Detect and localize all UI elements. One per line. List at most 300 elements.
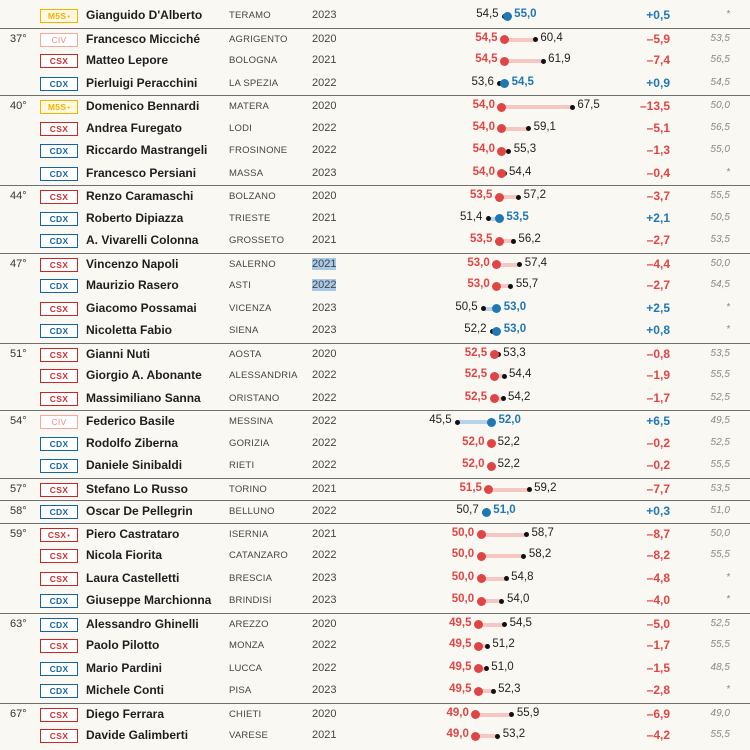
previous-value-label: 52,2 [497, 435, 520, 448]
coalition-label: CSX [49, 709, 69, 720]
city-name: MESSINA [229, 416, 274, 427]
mayor-name: Renzo Caramaschi [86, 189, 194, 203]
current-value-dot [474, 687, 483, 696]
coalition-label: M5S [47, 102, 67, 112]
previous-value-dot [533, 37, 538, 42]
previous-value-label: 59,1 [533, 120, 556, 133]
coalition-badge [40, 708, 78, 722]
current-value-label: 54,0 [472, 120, 495, 133]
election-year: 2021 [312, 482, 337, 495]
coalition-label: CSX [49, 371, 69, 381]
mayor-name: Mario Pardini [86, 660, 163, 675]
table-row [0, 568, 750, 591]
mayor-name: Michele Conti [86, 683, 165, 697]
rank-label: 58° [10, 505, 27, 517]
table-row [0, 140, 750, 163]
city-name: MASSA [229, 167, 264, 179]
previous-value-label: 58,7 [531, 526, 554, 539]
reference-value: 51,0 [710, 505, 730, 516]
current-value-dot [500, 35, 509, 44]
previous-value-label: 55,3 [513, 143, 537, 155]
coalition-badge [40, 483, 78, 497]
coalition-badge [40, 618, 78, 632]
dumbbell-track [481, 533, 526, 537]
rank-label: 47° [10, 257, 27, 270]
rank-label: 67° [10, 707, 27, 720]
city-name: BOLOGNA [229, 55, 278, 66]
dumbbell-track [481, 554, 524, 558]
reference-value: 56,5 [710, 121, 730, 133]
mayor-name: Francesco Persiani [86, 165, 197, 180]
coalition-label: CSX [49, 641, 69, 651]
city-name: CHIETI [229, 708, 262, 720]
difference-value: –7,7 [646, 481, 670, 496]
reference-value: 54,5 [710, 76, 730, 88]
city-name: ORISTANO [229, 392, 280, 404]
city-name: MONZA [229, 640, 265, 651]
election-year: 2020 [312, 100, 337, 112]
reference-value: 52,5 [710, 391, 730, 403]
difference-value: –0,4 [646, 165, 670, 180]
coalition-badge [40, 33, 78, 47]
mayor-name: Maurizio Rasero [86, 278, 179, 292]
election-year: 2023 [312, 594, 337, 606]
current-value-label: 54,5 [475, 31, 498, 44]
coalition-label: CDX [49, 438, 69, 449]
current-value-label: 54,5 [511, 75, 534, 88]
current-value-label: 53,0 [467, 256, 490, 269]
reference-value: 55,5 [710, 190, 730, 201]
reference-value: * [726, 571, 730, 583]
current-value-dot [497, 103, 506, 112]
table-row [0, 433, 750, 456]
coalition-badge [40, 369, 78, 383]
city-name: RIETI [229, 460, 255, 471]
coalition-label: CDX [49, 461, 69, 471]
election-year: 2022 [312, 144, 337, 156]
table-row [0, 275, 750, 298]
difference-value: +0,5 [646, 8, 670, 22]
reference-value: * [726, 684, 730, 695]
election-year: 2022 [312, 391, 337, 404]
table-row [0, 163, 750, 186]
election-year: 2021 [312, 234, 337, 246]
mayor-name: Pierluigi Peracchini [86, 75, 198, 90]
mayor-name: Riccardo Mastrangeli [86, 143, 208, 157]
rank-label: 54° [10, 415, 27, 427]
mayor-name: Nicoletta Fabio [86, 323, 173, 337]
table-row [0, 118, 750, 141]
previous-value-label: 53,3 [503, 346, 526, 359]
dumbbell-track [505, 38, 536, 42]
coalition-badge [40, 258, 78, 272]
election-year: 2021 [312, 527, 337, 540]
current-value-label: 55,0 [514, 8, 537, 20]
table-row [0, 658, 750, 681]
previous-value-dot [504, 576, 509, 581]
coalition-label: CSX [49, 731, 69, 741]
difference-value: +6,5 [646, 414, 670, 428]
coalition-badge [40, 415, 78, 429]
table-row [0, 388, 750, 411]
mayor-name: Giacomo Possamai [86, 300, 197, 315]
election-year: 2023 [312, 301, 337, 314]
reference-value: 52,5 [710, 617, 730, 629]
coalition-badge [40, 348, 78, 362]
city-name: TRIESTE [229, 212, 271, 224]
previous-value-dot [541, 59, 546, 64]
election-year: 2022 [312, 661, 337, 674]
difference-value: –4,0 [646, 593, 670, 607]
current-value-label: 53,5 [469, 233, 493, 245]
dumbbell-track [502, 105, 572, 109]
dumbbell-track [489, 488, 529, 492]
rank-label: 63° [10, 617, 27, 630]
mayor-name: Nicola Fiorita [86, 548, 163, 562]
reference-value: * [726, 166, 730, 178]
rank-label: 40° [10, 100, 27, 112]
current-value-label: 49,5 [449, 660, 472, 673]
election-year: 2022 [312, 436, 337, 449]
current-value-label: 49,0 [446, 706, 469, 719]
difference-value: –0,2 [646, 458, 670, 472]
current-value-dot [487, 462, 496, 471]
reference-value: 49,5 [710, 415, 730, 426]
coalition-badge [40, 549, 78, 563]
coalition-label: CIV [51, 34, 67, 45]
current-value-dot [495, 193, 504, 202]
table-row [0, 590, 750, 613]
current-value-label: 52,5 [464, 346, 488, 359]
coalition-label: CDX [49, 326, 69, 336]
current-value-label: 53,0 [503, 300, 527, 313]
previous-value-label: 59,2 [534, 481, 557, 494]
current-value-label: 50,0 [451, 526, 475, 539]
previous-value-label: 50,5 [455, 300, 478, 313]
coalition-badge [40, 639, 78, 653]
current-value-label: 51,0 [493, 504, 516, 516]
reference-value: * [726, 324, 730, 335]
current-value-label: 52,0 [498, 414, 521, 426]
table-row [0, 253, 750, 277]
mayor-name: Massimiliano Sanna [86, 390, 201, 405]
coalition-badge [40, 190, 78, 204]
previous-value-label: 60,4 [540, 31, 563, 44]
table-row [0, 5, 750, 28]
coalition-label: CDX [49, 663, 69, 674]
previous-value-dot [486, 216, 491, 221]
dumbbell-track [476, 713, 512, 717]
reference-value: * [726, 594, 730, 605]
previous-value-label: 55,9 [516, 706, 540, 719]
difference-value: –2,7 [646, 233, 670, 247]
mayor-name: Rodolfo Ziberna [86, 435, 178, 450]
table-row [0, 680, 750, 703]
coalition-mark: • [67, 532, 71, 540]
reference-value: 53,5 [710, 32, 730, 44]
previous-value-dot [526, 126, 531, 131]
current-value-label: 52,0 [462, 435, 485, 448]
mayor-name: Roberto Dipiazza [86, 210, 184, 225]
current-value-dot [495, 214, 504, 223]
coalition-badge [40, 594, 78, 608]
coalition-badge [40, 528, 78, 542]
election-year: 2023 [312, 571, 337, 584]
reference-value: 55,5 [710, 459, 730, 470]
city-name: AOSTA [229, 348, 262, 360]
rank-label: 59° [10, 527, 27, 540]
election-year: 2022 [312, 549, 337, 561]
coalition-badge [40, 9, 78, 23]
difference-value: –1,7 [646, 390, 670, 405]
coalition-badge [40, 729, 78, 743]
coalition-badge [40, 279, 78, 293]
previous-value-dot [484, 666, 489, 671]
difference-value: –0,2 [646, 435, 670, 450]
difference-value: +2,1 [646, 210, 670, 225]
coalition-mark: • [67, 14, 71, 21]
election-year: 2022 [312, 369, 337, 381]
mayor-name: Laura Castelletti [86, 570, 180, 585]
mayor-name: A. Vivarelli Colonna [86, 233, 199, 247]
current-value-dot [474, 620, 483, 629]
previous-value-dot [502, 622, 507, 627]
difference-value: –13,5 [639, 99, 670, 113]
coalition-badge [40, 324, 78, 338]
city-name: GORIZIA [229, 437, 270, 449]
current-value-dot [477, 530, 486, 539]
coalition-label: CSX [49, 393, 69, 404]
mayor-name: Francesco Micciché [86, 31, 201, 46]
previous-value-dot [516, 195, 521, 200]
election-year: 2021 [312, 211, 337, 224]
coalition-label: CSX [49, 303, 69, 314]
coalition-badge [40, 684, 78, 698]
previous-value-label: 54,8 [511, 570, 534, 583]
city-name: GROSSETO [229, 235, 285, 246]
mayor-name: Davide Galimberti [86, 728, 189, 742]
current-value-dot [490, 394, 499, 403]
city-name: ISERNIA [229, 528, 269, 540]
election-year: 2020 [312, 617, 337, 630]
difference-value: –8,7 [646, 526, 670, 541]
city-name: TORINO [229, 483, 267, 495]
current-value-label: 53,0 [467, 278, 490, 290]
current-value-dot [477, 552, 486, 561]
current-value-dot [497, 147, 506, 156]
current-value-dot [503, 12, 512, 21]
previous-value-label: 57,4 [524, 256, 548, 269]
coalition-label: CSX [49, 573, 69, 584]
difference-value: –1,7 [646, 638, 670, 652]
city-name: BRINDISI [229, 595, 272, 606]
election-year: 2020 [312, 347, 337, 360]
previous-value-dot [511, 239, 516, 244]
difference-value: –2,8 [646, 683, 670, 697]
current-value-dot [471, 732, 480, 741]
previous-value-dot [491, 689, 496, 694]
coalition-label: CDX [49, 686, 69, 696]
coalition-label: CDX [49, 168, 69, 179]
difference-value: –5,9 [646, 31, 670, 46]
coalition-badge [40, 302, 78, 316]
previous-value-label: 54,5 [476, 8, 499, 20]
previous-value-dot [570, 105, 575, 110]
current-value-label: 53,5 [469, 189, 493, 201]
difference-value: –4,2 [646, 728, 670, 742]
previous-value-label: 55,7 [515, 278, 539, 290]
coalition-badge [40, 437, 78, 451]
previous-value-dot [501, 396, 506, 401]
election-year: 2023 [312, 166, 337, 179]
mayor-name: Giuseppe Marchionna [86, 593, 212, 607]
table-row [0, 298, 750, 321]
mayor-name: Gianni Nuti [86, 346, 150, 361]
current-value-dot [490, 372, 499, 381]
coalition-label: CSX [49, 56, 69, 66]
election-year: 2023 [312, 9, 337, 21]
previous-value-label: 56,2 [518, 233, 541, 245]
reference-value: 55,5 [710, 639, 730, 650]
current-value-label: 49,5 [449, 638, 472, 650]
current-value-label: 54,0 [472, 99, 495, 111]
election-year: 2022 [312, 121, 337, 134]
table-row [0, 523, 750, 547]
table-row [0, 50, 750, 73]
table-row [0, 410, 750, 434]
previous-value-label: 51,2 [492, 638, 515, 650]
current-value-label: 52,0 [462, 458, 485, 470]
reference-value: 56,5 [710, 54, 730, 65]
coalition-badge [40, 122, 78, 136]
rank-label: 57° [10, 482, 27, 495]
coalition-label: CDX [49, 619, 69, 630]
mayor-name: Vincenzo Napoli [86, 256, 179, 271]
coalition-badge [40, 54, 78, 68]
difference-value: +2,5 [646, 300, 670, 315]
previous-value-label: 54,5 [509, 616, 532, 629]
difference-value: –4,8 [646, 570, 670, 585]
previous-value-label: 54,0 [506, 593, 530, 605]
coalition-label: CSX [49, 551, 69, 561]
city-name: BELLUNO [229, 506, 275, 517]
coalition-label: CSX [49, 484, 69, 495]
election-year: 2022 [312, 459, 337, 471]
city-name: BOLZANO [229, 191, 276, 202]
previous-value-dot [485, 644, 490, 649]
previous-value-dot [502, 374, 507, 379]
previous-value-label: 51,4 [460, 210, 483, 223]
previous-value-label: 51,0 [491, 660, 514, 673]
table-row [0, 343, 750, 367]
table-row [0, 95, 750, 119]
difference-value: –5,1 [646, 120, 670, 135]
previous-value-label: 58,2 [528, 548, 552, 560]
city-name: PISA [229, 685, 252, 696]
previous-value-label: 61,9 [548, 53, 571, 65]
mayor-name: Piero Castrataro [86, 526, 180, 541]
city-name: CATANZARO [229, 550, 288, 561]
current-value-dot [500, 79, 509, 88]
reference-value: 50,0 [710, 257, 730, 269]
election-year: 2022 [312, 639, 337, 651]
mayor-name: Oscar De Pellegrin [86, 504, 193, 518]
previous-value-dot [521, 554, 526, 559]
current-value-dot [492, 327, 501, 336]
previous-value-dot [509, 712, 514, 717]
current-value-dot [492, 304, 501, 313]
table-row [0, 703, 750, 727]
city-name: ALESSANDRIA [229, 370, 298, 381]
current-value-label: 49,5 [449, 683, 472, 695]
current-value-dot [495, 237, 504, 246]
table-row [0, 28, 750, 52]
election-year: 2022 [312, 279, 337, 291]
current-value-label: 53,0 [503, 323, 527, 335]
table-row [0, 208, 750, 231]
election-year: 2021 [312, 729, 337, 741]
coalition-label: CSX [49, 259, 69, 270]
city-name: SIENA [229, 325, 259, 336]
previous-value-dot [455, 420, 460, 425]
difference-value: –8,2 [646, 548, 670, 562]
election-year: 2022 [312, 415, 337, 427]
previous-value-label: 52,2 [464, 323, 487, 335]
coalition-badge [40, 505, 78, 519]
current-value-dot [492, 260, 501, 269]
current-value-label: 51,5 [459, 481, 482, 494]
reference-value: 52,5 [710, 436, 730, 448]
current-value-dot [500, 57, 509, 66]
previous-value-dot [508, 284, 513, 289]
coalition-label: CSX [49, 349, 69, 360]
current-value-dot [492, 282, 501, 291]
difference-value: –1,9 [646, 368, 670, 382]
coalition-badge [40, 100, 78, 114]
coalition-badge [40, 144, 78, 158]
difference-value: +0,8 [646, 323, 670, 337]
current-value-dot [497, 169, 506, 178]
previous-value-dot [499, 599, 504, 604]
election-year: 2020 [312, 707, 337, 720]
reference-value: * [726, 9, 730, 20]
mayor-name: Stefano Lo Russo [86, 481, 189, 496]
reference-value: 48,5 [710, 661, 730, 673]
table-row [0, 230, 750, 253]
coalition-label: CDX [49, 507, 69, 517]
table-row [0, 73, 750, 96]
current-value-label: 52,5 [464, 390, 488, 403]
mayor-name: Paolo Pilotto [86, 638, 160, 652]
table-row [0, 455, 750, 478]
election-year: 2021 [312, 257, 337, 270]
previous-value-dot [524, 532, 529, 537]
election-year: 2022 [312, 505, 337, 517]
current-value-label: 49,5 [449, 616, 472, 629]
city-name: ASTI [229, 280, 251, 291]
previous-value-dot [495, 734, 500, 739]
difference-value: +0,3 [646, 504, 670, 518]
coalition-label: CDX [49, 146, 69, 156]
previous-value-label: 54,2 [508, 390, 531, 403]
current-value-label: 49,0 [446, 728, 469, 740]
city-name: TERAMO [229, 10, 271, 21]
reference-value: 53,5 [710, 482, 730, 494]
coalition-badge [40, 77, 78, 91]
table-row [0, 320, 750, 343]
table-row [0, 185, 750, 209]
table-row [0, 478, 750, 502]
